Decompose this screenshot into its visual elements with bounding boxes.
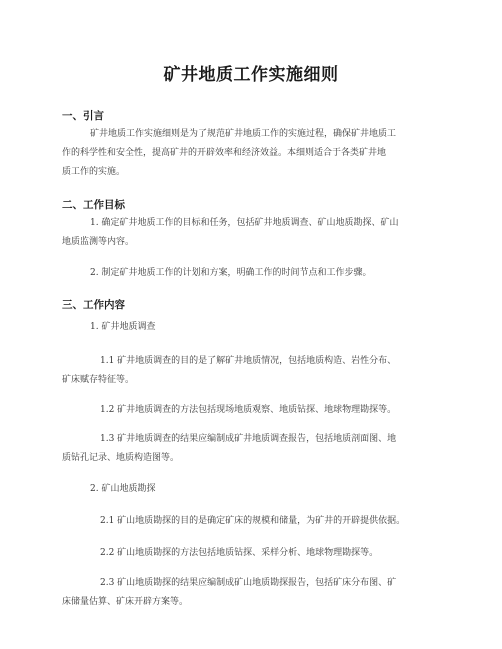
paragraph-line: 质工作的实施。 <box>62 167 126 177</box>
paragraph-line: 矿床赋存特征等。 <box>62 375 135 385</box>
paragraph-line: 1. 确定矿井地质工作的目标和任务，包括矿井地质调查、矿山地质勘探、矿山 <box>90 218 399 228</box>
paragraph-line: 2. 制定矿井地质工作的计划和方案，明确工作的时间节点和工作步骤。 <box>90 268 372 278</box>
subsection-heading: 1. 矿井地质调查 <box>90 322 156 332</box>
paragraph-line: 2.3 矿山地质勘探的结果应编制成矿山地质勘探报告，包括矿床分布图、矿 <box>100 578 397 588</box>
section-heading-content: 三、工作内容 <box>62 299 125 311</box>
paragraph-line: 1.1 矿井地质调查的目的是了解矿井地质情况，包括地质构造、岩性分布、 <box>100 356 397 366</box>
paragraph-line: 作的科学性和安全性，提高矿井的开辟效率和经济效益。本细则适合于各类矿井地 <box>62 148 387 158</box>
section-heading-goals: 二、工作目标 <box>62 199 125 211</box>
paragraph-line: 矿井地质工作实施细则是为了规范矿井地质工作的实施过程，确保矿井地质工 <box>90 129 397 139</box>
paragraph-line: 地质监测等内容。 <box>62 237 135 247</box>
paragraph-line: 床储量估算、矿床开辟方案等。 <box>62 597 189 607</box>
paragraph-line: 质钻孔记录、地质构造图等。 <box>62 453 180 463</box>
subsection-heading: 2. 矿山地质勘探 <box>90 484 156 494</box>
paragraph-line: 1.3 矿井地质调查的结果应编制成矿井地质调查报告，包括地质剖面图、地 <box>100 434 397 444</box>
document-title: 矿井地质工作实施细则 <box>163 65 339 85</box>
section-heading-intro: 一、引言 <box>62 110 104 122</box>
paragraph-line: 1.2 矿井地质调查的方法包括现场地质观察、地质钻探、地球物理勘探等。 <box>100 405 397 415</box>
paragraph-line: 2.1 矿山地质勘探的目的是确定矿床的规模和储量，为矿井的开辟提供依据。 <box>100 516 406 526</box>
paragraph-line: 2.2 矿山地质勘探的方法包括地质钻探、采样分析、地球物理勘探等。 <box>100 548 379 558</box>
